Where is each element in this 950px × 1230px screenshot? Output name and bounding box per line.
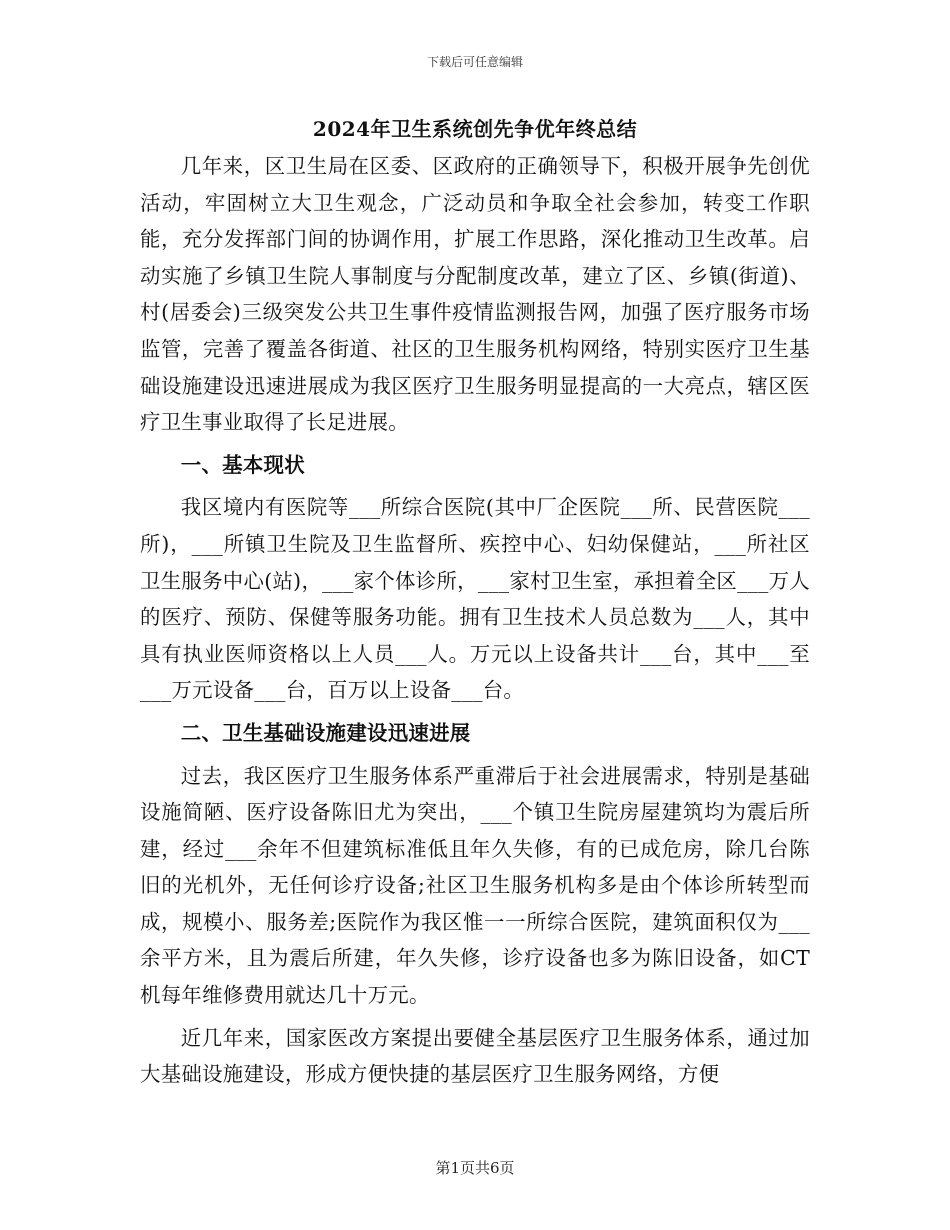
section-1-paragraph: 我区境内有医院等___所综合医院(其中厂企医院___所、民营医院___所)，___所镇卫生院及卫生监督所、疾控中心、妇幼保健站，___所社区卫生服务中心(站)，___家个体诊所，___家村卫生室，承担着全区___万人的医疗、预防、保健等服务功能。拥有卫生技术人员总数为___人，其中具有执业医师资格以上人员___人。万元以上设备共计___台，其中___至___万元设备___台，百万以上设备___台。 [140, 495, 810, 703]
intro-paragraph: 几年来，区卫生局在区委、区政府的正确领导下，积极开展争先创优活动，牢固树立大卫生观念，广泛动员和争取全社会参加，转变工作职能，充分发挥部门间的协调作用，扩展工作思路，深化推动卫生改革。启动实施了乡镇卫生院人事制度与分配制度改革，建立了区、乡镇(街道)、村(居委会)三级突发公共卫生事件疫情监测报告网，加强了医疗服务市场监管，完善了覆盖各街道、社区的卫生服务机构网络，特别实医疗卫生基础设施建设迅速进展成为我区医疗卫生服务明显提高的一大亮点，辖区医疗卫生事业取得了长足进展。 [140, 154, 810, 435]
document-title: 2024年卫生系统创先争优年终总结 [312, 117, 638, 141]
section-2-paragraph-1: 过去，我区医疗卫生服务体系严重滞后于社会进展需求，特别是基础设施简陋、医疗设备陈旧尤为突出，___个镇卫生院房屋建筑均为震后所建，经过___余年不但建筑标准低且年久失修，有的已成危房，除几台陈旧的光机外，无任何诊疗设备;社区卫生服务机构多是由个体诊所转型而成，规模小、服务差;医院作为我区惟一一所综合医院，建筑面积仅为___余平方米，且为震后所建，年久失修，诊疗设备也多为陈旧设备，如CT机每年维修费用就达几十万元。 [140, 763, 810, 1008]
section-2-paragraph-2: 近几年来，国家医改方案提出要健全基层医疗卫生服务体系，通过加大基础设施建设，形成方便快捷的基层医疗卫生服务网络，方便 [140, 1025, 810, 1087]
section-2-heading: 二、卫生基础设施建设迅速进展 [180, 720, 471, 745]
section-1-heading: 一、基本现状 [180, 452, 305, 477]
page-number: 第1页共6页 [435, 1159, 515, 1177]
document-body [140, 148, 810, 1093]
page-header-note: 下载后可任意编辑 [426, 55, 523, 69]
